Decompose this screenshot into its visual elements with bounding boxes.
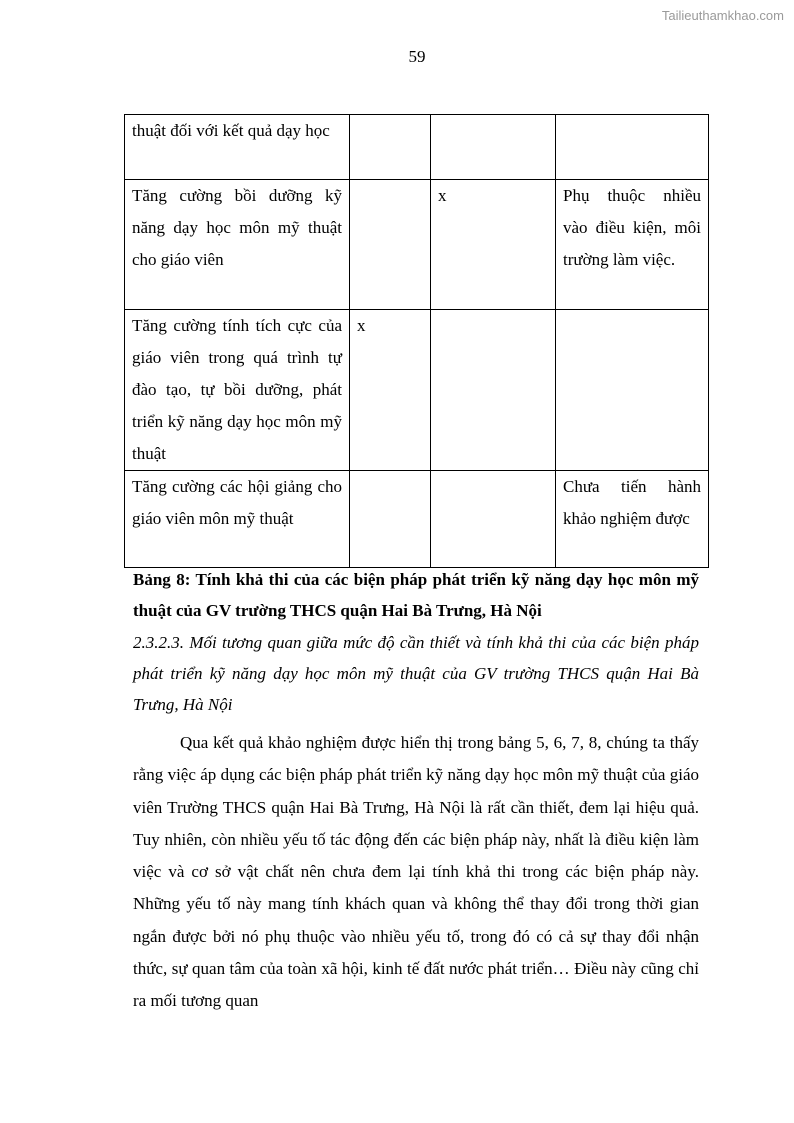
table-caption: Bảng 8: Tính khả thi của các biện pháp phát triển kỹ năng dạy học môn mỹ thuật của GV trường THCS quận Hai Bà Trưng, Hà Nội [133, 570, 699, 620]
table-row [125, 115, 709, 180]
note-cell [556, 310, 709, 471]
feasible-cell: x [350, 310, 431, 471]
partly-feasible-cell [431, 310, 556, 471]
body-paragraph: Qua kết quả khảo nghiệm được hiển thị trong bảng 5, 6, 7, 8, chúng ta thấy rằng việc áp dụng các biện pháp phát triển kỹ năng dạy học môn mỹ thuật của giáo viên Trường THCS quận Hai Bà Trưng, Hà Nội là rất cần thiết, đem lại hiệu quả. Tuy nhiên, còn nhiều yếu tố tác động đến các biện pháp này, nhất là điều kiện làm việc và cơ sở vật chất nên chưa đem lại tính khả thi trong các biện pháp này. Những yếu tố này mang tính khách quan và không thể thay đổi trong thời gian ngắn được bởi nó phụ thuộc vào nhiều yếu tố, trong đó có cả sự thay đổi nhận thức, sự quan tâm của toàn xã hội, kinh tế đất nước phát triển… Điều này cũng chỉ ra mối tương quan [133, 733, 699, 1011]
table-row [125, 471, 709, 568]
feasible-cell [350, 115, 431, 180]
table-row [125, 180, 709, 310]
table-row [125, 310, 709, 471]
measure-cell: thuật đối với kết quả dạy học [125, 115, 350, 180]
note-cell: Phụ thuộc nhiều vào điều kiện, môi trường làm việc. [556, 180, 709, 310]
watermark: Tailieuthamkhao.com [661, 8, 784, 23]
partly-feasible-cell [431, 115, 556, 180]
note-cell: Chưa tiến hành khảo nghiệm được [556, 471, 709, 568]
page-number: 59 [408, 47, 426, 66]
measure-cell: Tăng cường tính tích cực của giáo viên trong quá trình tự đào tạo, tự bồi dưỡng, phát triển kỹ năng dạy học môn mỹ thuật [125, 310, 350, 471]
section-heading: 2.3.2.3. Mối tương quan giữa mức độ cần thiết và tính khả thi của các biện pháp phát triển kỹ năng dạy học môn mỹ thuật của GV trường THCS quận Hai Bà Trưng, Hà Nội [133, 633, 699, 714]
feasibility-table [124, 114, 709, 568]
feasible-cell [350, 180, 431, 310]
partly-feasible-cell: x [431, 180, 556, 310]
partly-feasible-cell [431, 471, 556, 568]
feasible-cell [350, 471, 431, 568]
measure-cell: Tăng cường bồi dưỡng kỹ năng dạy học môn mỹ thuật cho giáo viên [125, 180, 350, 310]
note-cell [556, 115, 709, 180]
measure-cell: Tăng cường các hội giảng cho giáo viên môn mỹ thuật [125, 471, 350, 568]
